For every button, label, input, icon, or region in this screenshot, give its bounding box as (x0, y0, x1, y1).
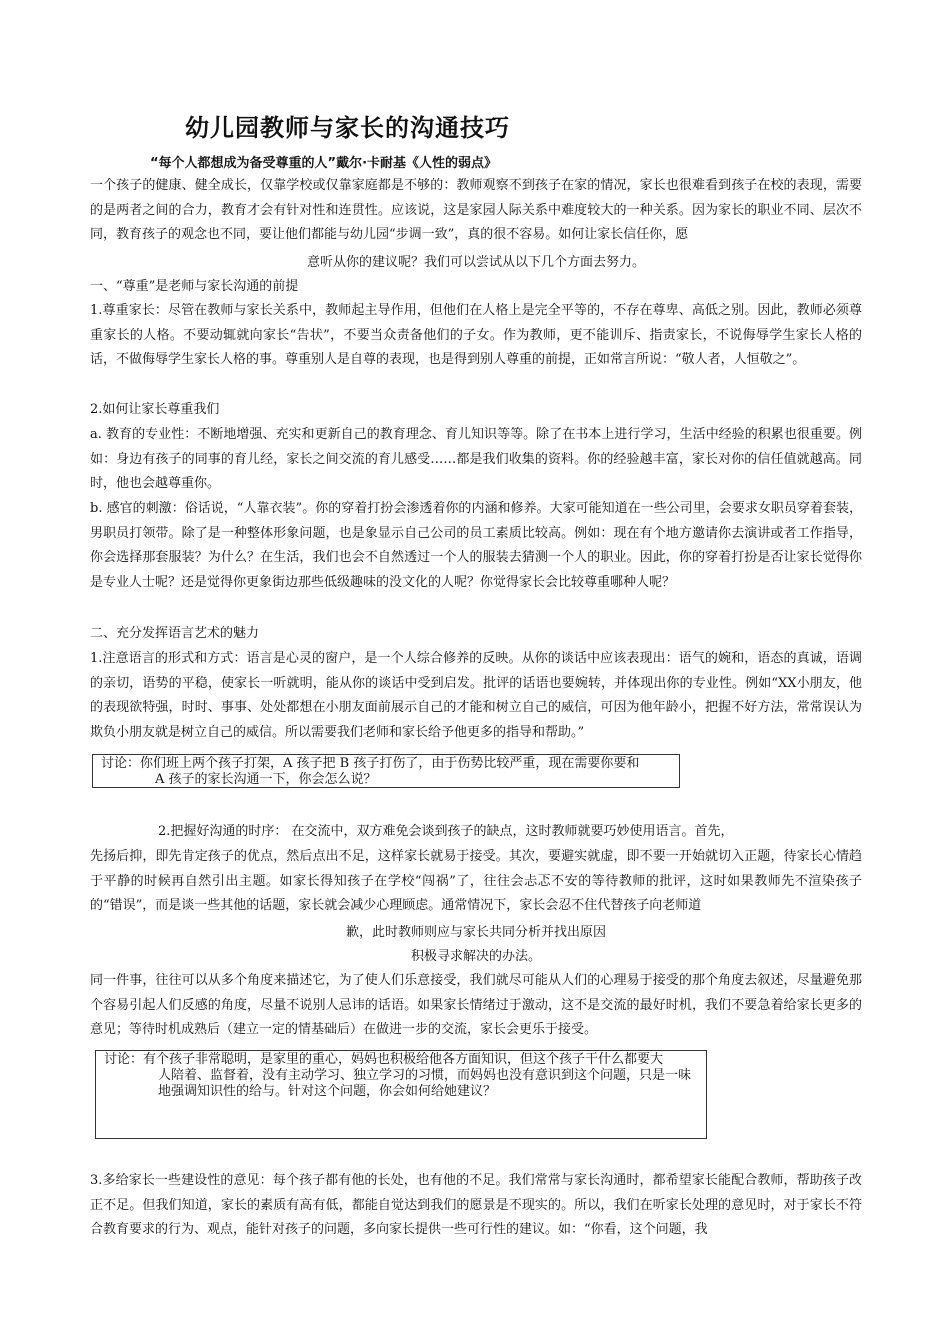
section-2-paragraph-2-body: 先扬后抑，即先肯定孩子的优点，然后点出不足，这样家长就易于接受。其次，要避实就虚，即不要一开始就切入正题，待家长心情趋于平静的时候再自然引出主题。如家长得知孩子在学校“闯祸”了，往往会忐忑不安的等待教师的批评，这时如果教师先不渲染孩子的“错误”，而是谈一些其他的话题，家长就会减少心理顾虑。通常情况下，家长会忍不住代替孩子向老师道 (90, 849, 862, 913)
document-subtitle: “每个人都想成为备受尊重的人”戴尔·卡耐基《人性的弱点》 (150, 156, 498, 171)
section-1-paragraph-b: b. 感官的刺激：俗话说，“人靠衣装”。你的穿着打扮会渗透着你的内涵和修养。大家可能知道在一些公司里，会要求女职员穿着套装，男职员打领带。除了是一种整体形象问题，也是象显示自己公司的员工素质比较高。例如：现在有个地方邀请你去演讲或者工作指导，你会选择那套服装？为什么？在生活，我们也会不自然透过一个人的服装去猜测一个人的职业。因此，你的穿着打扮是否让家长觉得你是专业人士呢？还是觉得你更象街边那些低级趣味的没文化的人呢？你觉得家长会比较尊重哪种人呢？ (90, 501, 862, 590)
section-1-heading: 一、“尊重”是老师与家长沟通的前提 (90, 279, 299, 294)
section-2-paragraph-1: 1.注意语言的形式和方式：语言是心灵的窗户，是一个人综合修养的反映。从你的谈话中应该表现出：语气的婉和，语态的真诚，语调的亲切，语势的平稳，使家长一听就明，能从你的谈话中受到启发。批评的话语也要婉转，并体现出你的专业性。例如“XX小朋友，他的表现欲特强，时时、事事、处处都想在小朋友面前展示自己的才能和树立自己的威信，可因为他年龄小，把握不好方法，常常误认为欺负小朋友就是树立自己的威信。所以需要我们老师和家长给予他更多的指导和帮助。” (90, 651, 862, 740)
section-2-paragraph-2-center-1: 歉，此时教师则应与家长共同分析并找出原因 (345, 925, 606, 940)
section-2-paragraph-2-center-2: 积极寻求解决的办法。 (410, 949, 541, 964)
document-title: 幼儿园教师与家长的沟通技巧 (185, 114, 510, 142)
section-1-paragraph-a: a. 教育的专业性：不断地增强、充实和更新自己的教育理念、育儿知识等等。除了在书本上进行学习，生活中经验的积累也很重要。例如：身边有孩子的同事的育儿经，家长之间交流的育儿感受……都是我们收集的资料。你的经验越丰富，家长对你的信任值就越高。同时，他也会越尊重你。 (90, 427, 862, 491)
section-1-paragraph-2: 2.如何让家长尊重我们 (90, 402, 220, 417)
intro-paragraph: 一个孩子的健康、健全成长，仅靠学校或仅靠家庭都是不够的：教师观察不到孩子在家的情况，家长也很难看到孩子在校的表现，需要的是两者之间的合力，教育才会有针对性和连贯性。应该说，这是家园人际关系中难度较大的一种关系。因为家长的职业不同、层次不同，教育孩子的观念也不同，要让他们都能与幼儿园“步调一致”，真的很不容易。如何让家长信任你，愿 (90, 178, 862, 242)
discussion-box-1-line-1: 讨论：你们班上两个孩子打架，A 孩子把 B 孩子打伤了，由于伤势比较严重，现在需要你要和 (101, 756, 640, 771)
section-2-paragraph-3: 同一件事，往往可以从多个角度来描述它，为了使人们乐意接受，我们就尽可能从人们的心理易于接受的那个角度去叙述，尽量避免那个容易引起人们反感的角度，尽量不说别人忌讳的话语。如果家长情绪过于激动，这不是交流的最好时机，我们不要急着给家长更多的意见；等待时机成熟后（建立一定的情基础后）在做进一步的交流，家长会更乐于接受。 (90, 973, 862, 1037)
section-1-paragraph-1: 1.尊重家长：尽管在教师与家长关系中，教师起主导作用，但他们在人格上是完全平等的，不存在尊卑、高低之别。因此，教师必须尊重家长的人格。不要动辄就向家长“告状”，不要当众责备他们的子女。作为教师，更不能训斥、指责家长，不说侮辱学生家长人格的话，不做侮辱学生家长人格的事。尊重别人是自尊的表现，也是得到别人尊重的前提，正如常言所说：“敬人者，人恒敬之”。 (90, 303, 862, 367)
section-2-heading: 二、充分发挥语言艺术的魅力 (90, 626, 260, 641)
discussion-box-2-line-1: 讨论：有个孩子非常聪明，是家里的重心，妈妈也积极给他各方面知识，但这个孩子干什么都要大 (104, 1052, 664, 1067)
section-2-paragraph-4: 3.多给家长一些建设性的意见：每个孩子都有他的长处，也有他的不足。我们常常与家长沟通时，都希望家长能配合教师，帮助孩子改正不足。但我们知道，家长的素质有高有低，都能自觉达到我们的愿景是不现实的。所以，我们在听家长处理的意见时，对于家长不符合教育要求的行为、观点，能针对孩子的问题，多向家长提供一些可行性的建议。如：“你看，这个问题，我 (90, 1173, 862, 1237)
section-2-paragraph-2-head: 2.把握好沟通的时序： 在交流中，双方难免会谈到孩子的缺点，这时教师就要巧妙使用语言。首先， (158, 824, 734, 839)
intro-last-line: 意听从你的建议呢？我们可以尝试从以下几个方面去努力。 (306, 255, 645, 270)
discussion-box-1-line-2: A 孩子的家长沟通一下，你会怎么说？ (155, 772, 377, 787)
discussion-box-1 (92, 754, 680, 788)
discussion-box-2-lines-rest: 人陪着、监督着，没有主动学习、独立学习的习惯，而妈妈也没有意识到这个问题，只是一味地强调知识性的给与。针对这个问题，你会如何给她建议？ (158, 1068, 692, 1099)
discussion-box-2 (95, 1050, 707, 1139)
